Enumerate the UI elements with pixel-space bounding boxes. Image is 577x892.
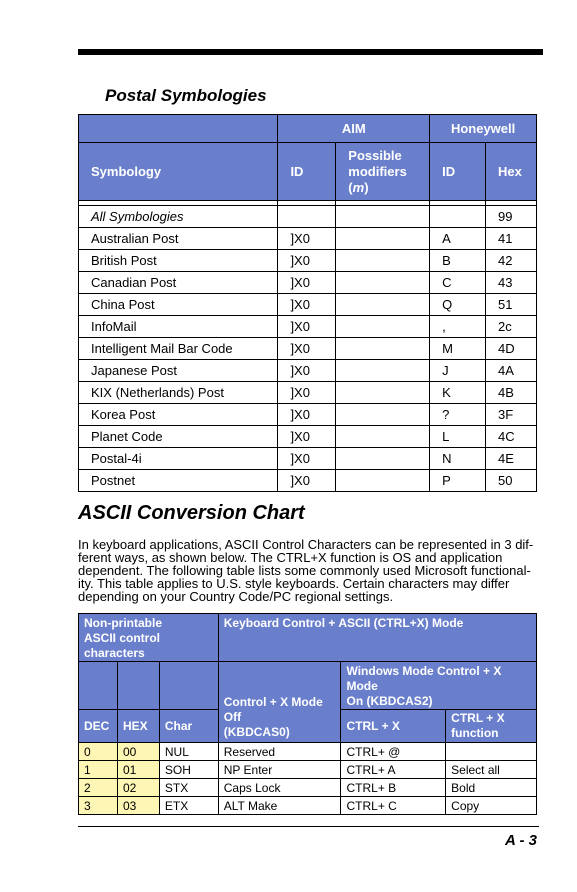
- cell-aim-id: ]X0: [278, 316, 336, 338]
- cell-aim-id: ]X0: [278, 338, 336, 360]
- table-row: [79, 316, 537, 338]
- cell-modifiers: [336, 228, 430, 250]
- cell-function: Select all: [446, 761, 537, 779]
- cell-hw-id: C: [430, 272, 486, 294]
- cell-hex: 4D: [486, 338, 537, 360]
- paragraph-line: dependent. The following table lists some commonly used Microsoft functional-: [78, 563, 531, 578]
- cell-symbology: Korea Post: [79, 404, 278, 426]
- cell-hex: 2c: [486, 316, 537, 338]
- cell-mode-off: NP Enter: [218, 761, 341, 779]
- cell-aim-id: ]X0: [278, 228, 336, 250]
- header-blank: [79, 662, 118, 710]
- cell-modifiers: [336, 272, 430, 294]
- header-windows-mode-line1: Windows Mode Control + X Mode: [346, 664, 502, 693]
- cell-modifiers: [336, 316, 430, 338]
- header-nonprintable-line2: ASCII control characters: [84, 631, 161, 660]
- cell-modifiers: [336, 250, 430, 272]
- cell-hex: 4E: [486, 448, 537, 470]
- header-char: Char: [159, 710, 218, 743]
- table-row: [79, 779, 537, 797]
- cell-modifiers: [336, 448, 430, 470]
- header-ctrl-x-function: [446, 710, 537, 743]
- cell-symbology: KIX (Netherlands) Post: [79, 382, 278, 404]
- header-honeywell: Honeywell: [430, 115, 537, 143]
- cell-symbology: InfoMail: [79, 316, 278, 338]
- table-row: [79, 206, 537, 228]
- paragraph-line: ity. This table applies to U.S. style keyboards. Certain characters may differ: [78, 576, 510, 591]
- cell-modifiers: [336, 404, 430, 426]
- header-nonprintable-line1: Non-printable: [84, 616, 162, 630]
- cell-hw-id: M: [430, 338, 486, 360]
- cell-aim-id: ]X0: [278, 426, 336, 448]
- section-title-ascii: ASCII Conversion Chart: [78, 502, 305, 524]
- cell-hex: 50: [486, 470, 537, 492]
- header-mode-off: [218, 662, 341, 743]
- table-row: [79, 797, 537, 815]
- cell-dec: 2: [79, 779, 118, 797]
- cell-hw-id: L: [430, 426, 486, 448]
- cell-function: [446, 743, 537, 761]
- cell-symbology: Planet Code: [79, 426, 278, 448]
- cell-char: SOH: [159, 761, 218, 779]
- cell-ctrl-x: CTRL+ A: [341, 761, 446, 779]
- header-aim-id: ID: [278, 143, 336, 201]
- cell-modifiers: [336, 360, 430, 382]
- table-row: [79, 404, 537, 426]
- cell-hex: 42: [486, 250, 537, 272]
- cell-symbology: Canadian Post: [79, 272, 278, 294]
- header-nonprintable: [79, 614, 219, 662]
- cell-aim-id: ]X0: [278, 448, 336, 470]
- cell-symbology: Australian Post: [79, 228, 278, 250]
- table-row: [79, 360, 537, 382]
- cell-hex: 4C: [486, 426, 537, 448]
- cell-hw-id: J: [430, 360, 486, 382]
- header-mode-off-line1: Control + X Mode Off: [223, 695, 323, 724]
- cell-hex: 43: [486, 272, 537, 294]
- header-ctrl-x-function-line2: function: [451, 726, 499, 740]
- cell-hex: 51: [486, 294, 537, 316]
- cell-ctrl-x: CTRL+ @: [341, 743, 446, 761]
- cell-mode-off: Reserved: [218, 743, 341, 761]
- cell-function: Bold: [446, 779, 537, 797]
- header-modifiers-line2: modifiers: [348, 163, 407, 179]
- cell-aim-id: ]X0: [278, 250, 336, 272]
- cell-hw-id: B: [430, 250, 486, 272]
- cell-modifiers: [336, 294, 430, 316]
- header-modifiers-line3: (m): [348, 179, 369, 195]
- paragraph-line: ferent ways, as shown below. The CTRL+X function is OS and application: [78, 550, 503, 565]
- cell-aim-id: [278, 206, 336, 228]
- header-symbology: Symbology: [79, 143, 278, 201]
- cell-hex: 41: [486, 228, 537, 250]
- cell-hw-id: ,: [430, 316, 486, 338]
- header-ctrl-x: CTRL + X: [341, 710, 446, 743]
- cell-hw-id: K: [430, 382, 486, 404]
- cell-char: STX: [159, 779, 218, 797]
- cell-symbology: All Symbologies: [79, 206, 278, 228]
- cell-dec: 3: [79, 797, 118, 815]
- cell-mode-off: Caps Lock: [218, 779, 341, 797]
- header-keyboard-control: Keyboard Control + ASCII (CTRL+X) Mode: [218, 614, 536, 662]
- header-aim: AIM: [278, 115, 430, 143]
- header-dec: DEC: [79, 710, 118, 743]
- table-row: [79, 426, 537, 448]
- header-windows-mode-line2: On (KBDCAS2): [346, 694, 433, 708]
- cell-aim-id: ]X0: [278, 382, 336, 404]
- section-title-postal: Postal Symbologies: [105, 86, 267, 105]
- table-row: [79, 228, 537, 250]
- cell-modifiers: [336, 470, 430, 492]
- table-row: [79, 250, 537, 272]
- table-row: [79, 294, 537, 316]
- table-row: [79, 338, 537, 360]
- cell-hex: 3F: [486, 404, 537, 426]
- table-row: [79, 272, 537, 294]
- cell-hex: 4B: [486, 382, 537, 404]
- header-modifiers-line1: Possible: [348, 147, 402, 163]
- cell-hex: 4A: [486, 360, 537, 382]
- paragraph-line: In keyboard applications, ASCII Control Characters can be represented in 3 dif-: [78, 537, 534, 552]
- cell-symbology: Intelligent Mail Bar Code: [79, 338, 278, 360]
- header-hw-id: ID: [430, 143, 486, 201]
- cell-function: Copy: [446, 797, 537, 815]
- cell-hw-id: N: [430, 448, 486, 470]
- cell-aim-id: ]X0: [278, 272, 336, 294]
- cell-symbology: British Post: [79, 250, 278, 272]
- header-windows-mode: [341, 662, 537, 710]
- cell-aim-id: ]X0: [278, 294, 336, 316]
- header-ctrl-x-function-line1: CTRL + X: [451, 711, 505, 725]
- header-blank: [117, 662, 159, 710]
- cell-aim-id: ]X0: [278, 404, 336, 426]
- header-blank: [159, 662, 218, 710]
- cell-modifiers: [336, 382, 430, 404]
- cell-symbology: Postal-4i: [79, 448, 278, 470]
- cell-hex: 02: [117, 779, 159, 797]
- table-row: [79, 382, 537, 404]
- header-blank: [79, 115, 278, 143]
- table-row: [79, 761, 537, 779]
- cell-ctrl-x: CTRL+ B: [341, 779, 446, 797]
- cell-mode-off: ALT Make: [218, 797, 341, 815]
- cell-modifiers: [336, 338, 430, 360]
- paragraph-line: depending on your Country Code/PC regional settings.: [78, 589, 394, 604]
- table-row: [79, 470, 537, 492]
- cell-aim-id: ]X0: [278, 360, 336, 382]
- cell-hex: 01: [117, 761, 159, 779]
- cell-hex: 03: [117, 797, 159, 815]
- cell-char: NUL: [159, 743, 218, 761]
- cell-dec: 0: [79, 743, 118, 761]
- bottom-rule: [78, 826, 539, 827]
- cell-dec: 1: [79, 761, 118, 779]
- cell-modifiers: [336, 206, 430, 228]
- cell-hw-id: [430, 206, 486, 228]
- header-modifiers-m: m: [352, 179, 365, 195]
- cell-hex: 00: [117, 743, 159, 761]
- header-modifiers: [336, 143, 430, 201]
- ascii-conversion-table: [78, 613, 537, 815]
- cell-hw-id: ?: [430, 404, 486, 426]
- header-mode-off-line2: (KBDCAS0): [223, 725, 290, 739]
- cell-hex: 99: [486, 206, 537, 228]
- header-hex: HEX: [117, 710, 159, 743]
- page-number: A - 3: [505, 832, 537, 849]
- cell-symbology: China Post: [79, 294, 278, 316]
- top-rule: [78, 49, 543, 55]
- cell-char: ETX: [159, 797, 218, 815]
- cell-hw-id: Q: [430, 294, 486, 316]
- cell-aim-id: ]X0: [278, 470, 336, 492]
- table-row: [79, 743, 537, 761]
- table-row: [79, 448, 537, 470]
- cell-symbology: Japanese Post: [79, 360, 278, 382]
- intro-paragraph: [78, 538, 540, 603]
- cell-hw-id: P: [430, 470, 486, 492]
- postal-symbologies-table: [78, 114, 537, 492]
- cell-ctrl-x: CTRL+ C: [341, 797, 446, 815]
- cell-hw-id: A: [430, 228, 486, 250]
- header-hex: Hex: [486, 143, 537, 201]
- cell-symbology: Postnet: [79, 470, 278, 492]
- cell-modifiers: [336, 426, 430, 448]
